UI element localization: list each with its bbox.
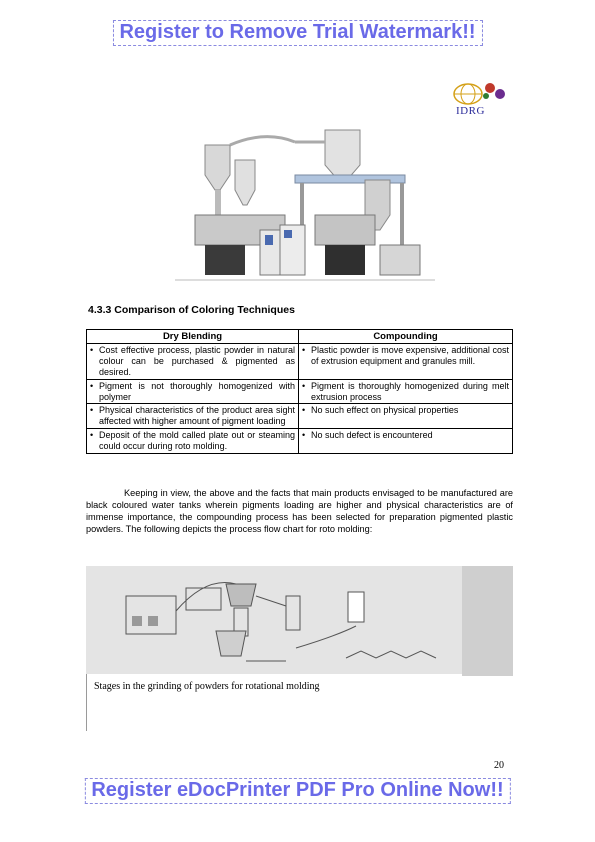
- table-cell: Deposit of the mold called plate out or steaming could occur during roto molding.: [99, 429, 295, 451]
- table-row: [87, 344, 513, 379]
- table-cell: No such effect on physical properties: [311, 405, 459, 416]
- bullet: •: [90, 380, 94, 391]
- table-cell: No such defect is encountered: [311, 429, 433, 440]
- trial-watermark-top: Register to Remove Trial Watermark!!: [112, 20, 482, 46]
- bullet: •: [302, 429, 306, 440]
- table-row: [87, 428, 513, 453]
- trial-watermark-bottom: Register eDocPrinter PDF Pro Online Now!!: [84, 778, 510, 804]
- bullet: •: [90, 429, 94, 440]
- figure-border-line: [86, 674, 87, 731]
- table-cell: Pigment is not thoroughly homogenized with polymer: [99, 380, 295, 402]
- bullet: •: [90, 345, 94, 356]
- process-figure: [86, 566, 513, 731]
- table-cell: Physical characteristics of the product area sight affected with higher amount of pigment loading: [99, 405, 295, 427]
- bullet: •: [302, 380, 306, 391]
- grinding-machine-photo: [175, 120, 435, 295]
- page-number: 20: [494, 760, 504, 771]
- table-cell: Pigment is thoroughly homogenized during melt extrusion process: [311, 380, 509, 402]
- process-side-photo: [462, 566, 513, 676]
- comparison-table: [86, 329, 513, 454]
- body-paragraph: Keeping in view, the above and the facts that main products envisaged to be manufactured are black coloured water tanks wherein pigments loading are higher and physical characteristics are of immense importance, the compounding process has been selected for preparation pigmented plastic powders. The following depicts the process flow chart for roto molding:: [86, 488, 513, 534]
- table-cell: Cost effective process, plastic powder in natural colour can be purchased & pigmented as desired.: [99, 345, 295, 377]
- section-heading: 4.3.3 Comparison of Coloring Techniques: [88, 304, 295, 316]
- figure-caption: Stages in the grinding of powders for rotational molding: [94, 681, 320, 692]
- logo-text: IDRG: [456, 105, 485, 117]
- table-row: [87, 379, 513, 404]
- bullet: •: [302, 405, 306, 416]
- process-flow-diagram: [86, 566, 486, 674]
- column-header-compounding: Compounding: [299, 330, 513, 344]
- bullet: •: [90, 405, 94, 416]
- table-cell: Plastic powder is move expensive, additional cost of extrusion equipment and granules mill.: [311, 345, 509, 367]
- bullet: •: [302, 345, 306, 356]
- table-row: [87, 404, 513, 429]
- column-header-dry-blending: Dry Blending: [87, 330, 299, 344]
